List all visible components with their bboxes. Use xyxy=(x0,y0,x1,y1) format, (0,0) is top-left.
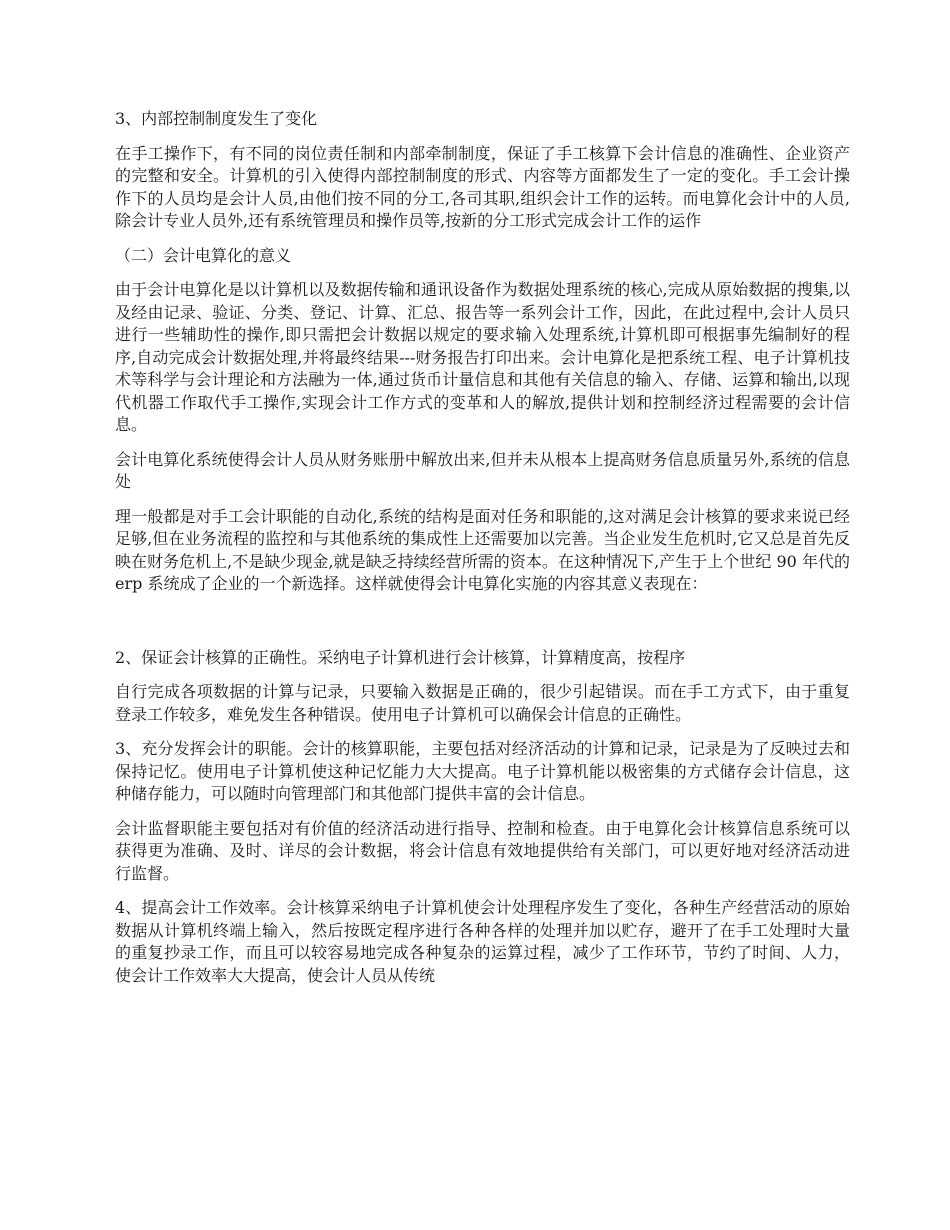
item-accounting-functions: 3、充分发挥会计的职能。会计的核算职能，主要包括对经济活动的计算和记录，记录是为了反映过去和保持记忆。使用电子计算机使这种记忆能力大大提高。电子计算机能以极密集的方式储存会计信息，这种储存能力，可以随时向管理部门和其他部门提供丰富的会计信息。 xyxy=(115,739,850,803)
document-body xyxy=(115,108,850,999)
section-heading-significance: （二）会计电算化的意义 xyxy=(115,245,292,265)
paragraph-supervision: 会计监督职能主要包括对有价值的经济活动进行指导、控制和检查。由于电算化会计核算信息系统可以获得更为准确、及时、详尽的会计数据，将会计信息有效地提供给有关部门，可以更好地对经济活动进行监督。 xyxy=(115,818,850,883)
item-accuracy-heading: 2、保证会计核算的正确性。采纳电子计算机进行会计核算，计算精度高，按程序 xyxy=(115,647,686,667)
paragraph-system-liberation: 会计电算化系统使得会计人员从财务账册中解放出来,但并未从根本上提高财务信息质量另外,系统的信息处 xyxy=(115,449,850,491)
item-efficiency: 4、提高会计工作效率。会计核算采纳电子计算机使会计处理程序发生了变化，各种生产经营活动的原始数据从计算机终端上输入，然后按既定程序进行各种各样的处理并加以贮存，避开了在手工处理时大量的重复抄录工作，而且可以较容易地完成各种复杂的运算过程，减少了工作环节，节约了时间、人力，使会计工作效率大大提高，使会计人员从传统 xyxy=(115,898,850,985)
paragraph-accuracy: 自行完成各项数据的计算与记录，只要输入数据是正确的，很少引起错误。而在手工方式下，由于重复登录工作较多，难免发生各种错误。使用电子计算机可以确保会计信息的正确性。 xyxy=(115,682,850,724)
paragraph-internal-control: 在手工操作下，有不同的岗位责任制和内部牵制制度，保证了手工核算下会计信息的准确性、企业资产的完整和安全。计算机的引入使得内部控制制度的形式、内容等方面都发生了一定的变化。手工会计操作下的人员均是会计人员,由他们按不同的分工,各司其职,组织会计工作的运转。而电算化会计中的人员,除会计专业人员外,还有系统管理员和操作员等,按新的分工形式完成会计工作的运作 xyxy=(115,143,850,230)
paragraph-significance: 由于会计电算化是以计算机以及数据传输和通讯设备作为数据处理系统的核心,完成从原始数据的搜集,以及经由记录、验证、分类、登记、计算、汇总、报告等一系列会计工作，因此，在此过程中,会计人员只进行一些辅助性的操作,即只需把会计数据以规定的要求输入处理系统,计算机即可根据事先编制好的程序,自动完成会计数据处理,并将最终结果---财务报告打印出来。会计电算化是把系统工程、电子计算机技术等科学与会计理论和方法融为一体,通过货币计量信息和其他有关信息的输入、存储、运算和输出,以现代机器工作取代手工操作,实现会计工作方式的变革和人的解放,提供计划和控制经济过程需要的会计信息。 xyxy=(115,280,850,434)
section-heading-internal-control: 3、内部控制制度发生了变化 xyxy=(115,109,318,128)
paragraph-automation: 理一般都是对手工会计职能的自动化,系统的结构是面对任务和职能的,这对满足会计核算的要求来说已经足够,但在业务流程的监控和与其他系统的集成性上还需要加以完善。当企业发生危机时,它又总是首先反映在财务危机上,不是缺少现金,就是缺乏持续经营所需的资本。在这种情况下,产生于上个世纪 90 年代的 erp 系统成了企业的一个新选择。这样就使得会计电算化实施的内容其意义表现在： xyxy=(115,506,850,593)
